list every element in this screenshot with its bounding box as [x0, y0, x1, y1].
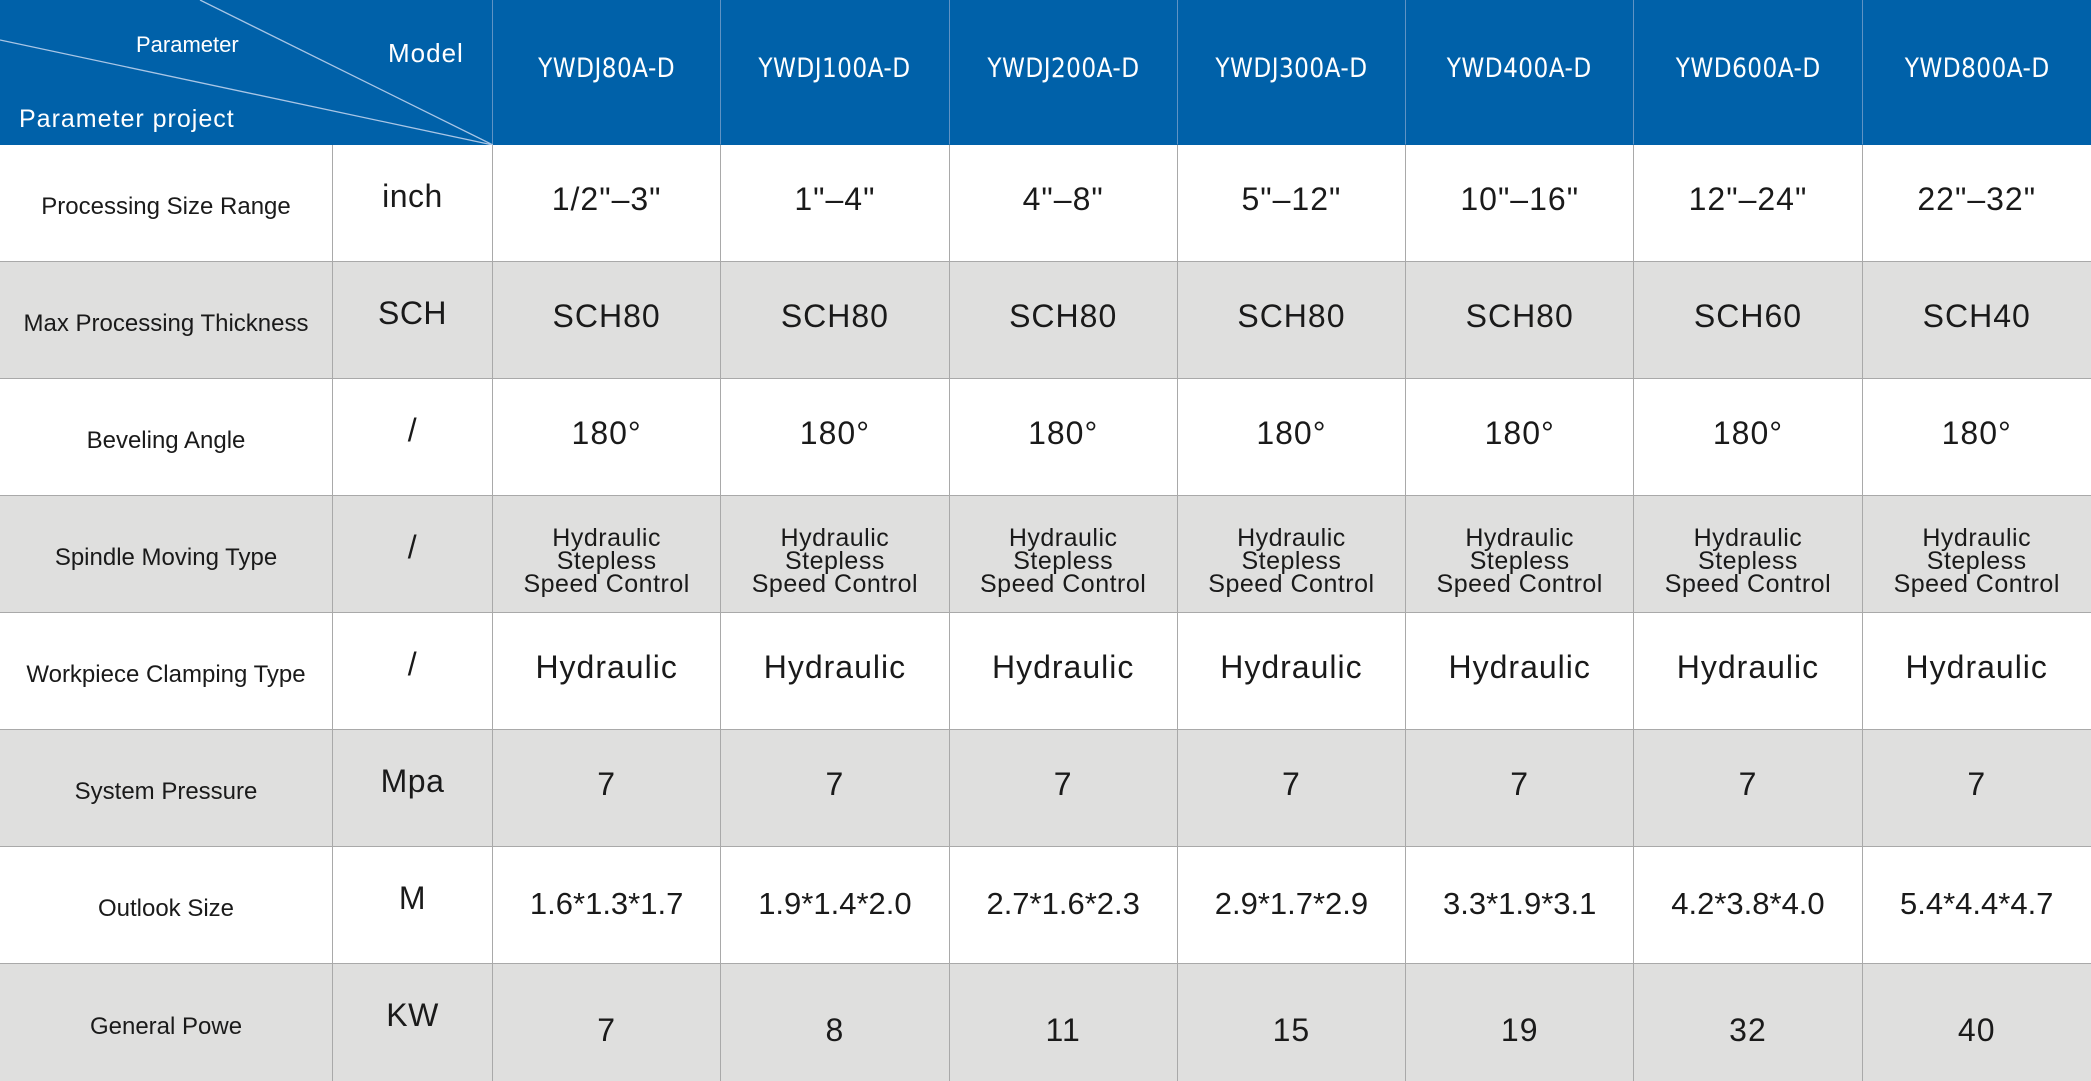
table-cell: Hydraulic Stepless Speed Control — [1863, 496, 2091, 613]
table-cell: Hydraulic — [1406, 613, 1634, 730]
table-cell: 2.7*1.6*2.3 — [950, 847, 1178, 964]
table-cell: Hydraulic — [950, 613, 1178, 730]
table-cell: 40 — [1863, 964, 2091, 1081]
model-header: YWD800A-D — [1863, 0, 2091, 145]
table-cell: 1.9*1.4*2.0 — [721, 847, 949, 964]
table-cell: 32 — [1634, 964, 1862, 1081]
table-cell: 7 — [1634, 730, 1862, 847]
table-cell: 7 — [1178, 730, 1406, 847]
table-cell: Hydraulic Stepless Speed Control — [1634, 496, 1862, 613]
table-cell: 7 — [721, 730, 949, 847]
table-cell: 180° — [1634, 379, 1862, 496]
table-cell: SCH40 — [1863, 262, 2091, 379]
table-cell: Hydraulic — [1178, 613, 1406, 730]
table-cell: SCH80 — [493, 262, 721, 379]
table-cell: 1/2"–3" — [493, 145, 721, 262]
row-label: Max Processing Thickness — [0, 262, 333, 379]
table-cell: 5"–12" — [1178, 145, 1406, 262]
row-label: Spindle Moving Type — [0, 496, 333, 613]
row-label: Processing Size Range — [0, 145, 333, 262]
table-cell: 180° — [721, 379, 949, 496]
table-cell: Hydraulic — [1863, 613, 2091, 730]
table-cell: 4.2*3.8*4.0 — [1634, 847, 1862, 964]
table-cell: 4"–8" — [950, 145, 1178, 262]
row-label: Beveling Angle — [0, 379, 333, 496]
model-header: YWDJ200A-D — [950, 0, 1178, 145]
corner-header — [0, 0, 493, 145]
table-cell: 5.4*4.4*4.7 — [1863, 847, 2091, 964]
table-cell: SCH80 — [721, 262, 949, 379]
table-cell: 7 — [950, 730, 1178, 847]
row-unit: KW — [333, 964, 493, 1081]
table-cell: 180° — [950, 379, 1178, 496]
table-cell: Hydraulic — [493, 613, 721, 730]
table-cell: SCH80 — [1406, 262, 1634, 379]
model-header: YWDJ300A-D — [1178, 0, 1406, 145]
table-cell: 180° — [1863, 379, 2091, 496]
row-label: Outlook Size — [0, 847, 333, 964]
model-header: YWD400A-D — [1406, 0, 1634, 145]
table-cell: 180° — [493, 379, 721, 496]
table-cell: 7 — [493, 730, 721, 847]
table-cell: Hydraulic Stepless Speed Control — [950, 496, 1178, 613]
corner-label-parameter: Parameter — [136, 32, 239, 57]
table-cell: 1"–4" — [721, 145, 949, 262]
table-cell: SCH80 — [950, 262, 1178, 379]
row-label: General Powe — [0, 964, 333, 1081]
table-cell: 12"–24" — [1634, 145, 1862, 262]
table-cell: 7 — [1863, 730, 2091, 847]
table-cell: SCH80 — [1178, 262, 1406, 379]
table-cell: 7 — [493, 964, 721, 1081]
table-cell: Hydraulic — [721, 613, 949, 730]
table-cell: 11 — [950, 964, 1178, 1081]
corner-label-project: Parameter project — [19, 105, 235, 133]
row-unit: / — [333, 613, 493, 730]
table-cell: 19 — [1406, 964, 1634, 1081]
row-label: System Pressure — [0, 730, 333, 847]
table-cell: 10"–16" — [1406, 145, 1634, 262]
corner-label-model: Model — [388, 38, 464, 68]
table-cell: SCH60 — [1634, 262, 1862, 379]
table-cell: 7 — [1406, 730, 1634, 847]
model-header: YWD600A-D — [1634, 0, 1862, 145]
table-cell: Hydraulic Stepless Speed Control — [1406, 496, 1634, 613]
table-cell: 3.3*1.9*3.1 — [1406, 847, 1634, 964]
table-cell: 180° — [1178, 379, 1406, 496]
table-cell: Hydraulic Stepless Speed Control — [721, 496, 949, 613]
table-cell: Hydraulic Stepless Speed Control — [493, 496, 721, 613]
table-cell: Hydraulic — [1634, 613, 1862, 730]
model-header: YWDJ100A-D — [721, 0, 949, 145]
row-unit: SCH — [333, 262, 493, 379]
row-label: Workpiece Clamping Type — [0, 613, 333, 730]
table-cell: 2.9*1.7*2.9 — [1178, 847, 1406, 964]
table-cell: 1.6*1.3*1.7 — [493, 847, 721, 964]
row-unit: inch — [333, 145, 493, 262]
table-cell: Hydraulic Stepless Speed Control — [1178, 496, 1406, 613]
table-cell: 8 — [721, 964, 949, 1081]
model-header: YWDJ80A-D — [493, 0, 721, 145]
row-unit: / — [333, 496, 493, 613]
row-unit: M — [333, 847, 493, 964]
table-cell: 180° — [1406, 379, 1634, 496]
table-cell: 22"–32" — [1863, 145, 2091, 262]
row-unit: / — [333, 379, 493, 496]
row-unit: Mpa — [333, 730, 493, 847]
table-cell: 15 — [1178, 964, 1406, 1081]
